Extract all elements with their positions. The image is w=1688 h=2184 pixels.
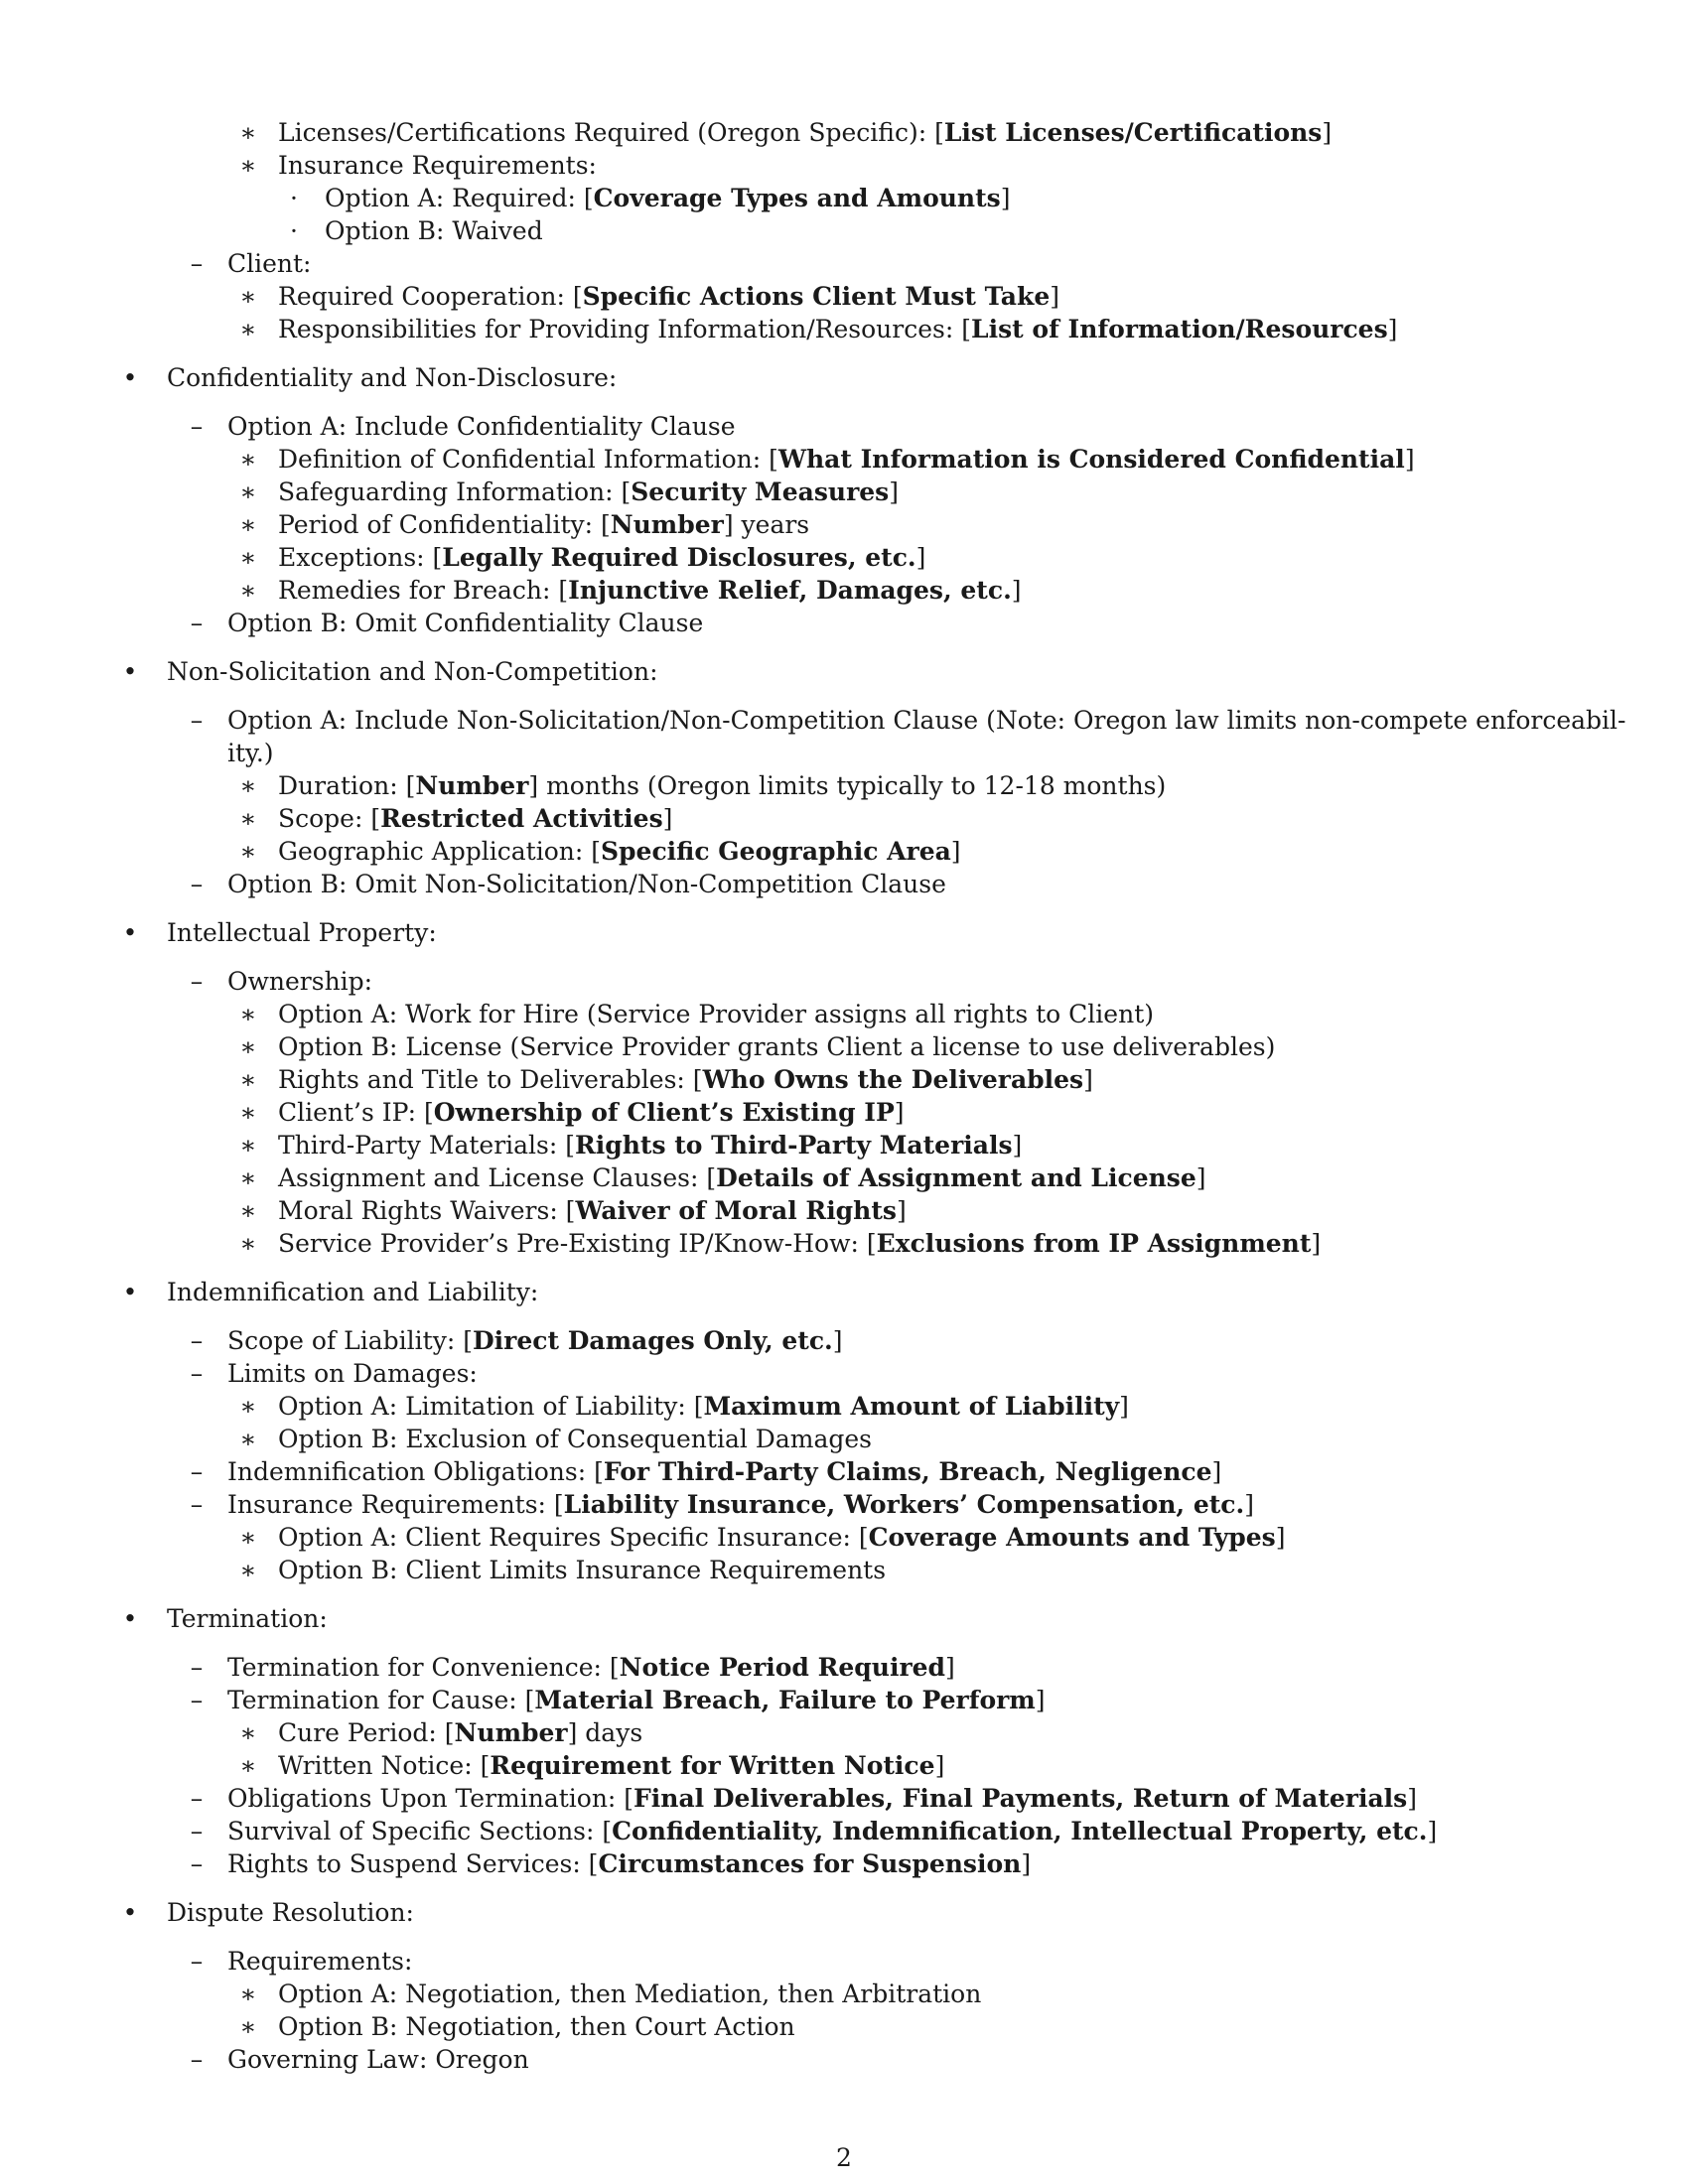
line-text	[278, 1554, 886, 1586]
line-text	[325, 182, 1011, 214]
line-text	[278, 998, 1154, 1030]
asterisk-marker: ∗	[239, 445, 257, 474]
dash-marker: –	[190, 1490, 204, 1519]
text-run: ]	[1035, 1686, 1046, 1714]
text-run: ]	[1311, 1229, 1322, 1258]
text-run: Indemnification Obligations: [	[227, 1457, 604, 1486]
line-text	[278, 1390, 1129, 1423]
text-run: ]	[1211, 1457, 1222, 1486]
line-text	[227, 704, 1625, 737]
asterisk-marker: ∗	[239, 282, 257, 311]
dash-marker: –	[190, 967, 204, 996]
line-text	[278, 835, 961, 868]
bullet-marker: •	[122, 1898, 138, 1927]
line-text	[227, 1651, 955, 1684]
placeholder-field: Injunctive Relief, Damages, etc.	[568, 576, 1012, 605]
dash-marker: –	[190, 412, 204, 441]
text-run: Requirements:	[227, 1947, 413, 1976]
line-text	[278, 769, 1166, 802]
text-run: Non-Solicitation and Non-Competition:	[167, 657, 658, 686]
line-text	[167, 1602, 328, 1635]
text-run: Termination for Convenience: [	[227, 1653, 620, 1682]
asterisk-marker: ∗	[239, 478, 257, 506]
placeholder-field: Liability Insurance, Workers’ Compensation, etc.	[563, 1490, 1245, 1519]
text-run: ]	[1083, 1065, 1093, 1094]
line-text	[227, 247, 312, 280]
line-text	[167, 361, 617, 394]
asterisk-marker: ∗	[239, 1751, 257, 1780]
asterisk-marker: ∗	[239, 1131, 257, 1160]
line-text	[227, 1945, 412, 1978]
text-run: ]	[1427, 1817, 1438, 1845]
line-text	[278, 1423, 872, 1455]
placeholder-field: Restricted Activities	[380, 804, 663, 833]
text-run: Option A: Limitation of Liability: [	[278, 1392, 704, 1421]
text-run: Option B: Omit Non-Solicitation/Non-Competition Clause	[227, 870, 946, 898]
line-text	[278, 116, 1332, 149]
line-text	[278, 541, 925, 574]
text-run: Option A: Negotiation, then Mediation, then Arbitration	[278, 1979, 982, 2008]
placeholder-field: Notice Period Required	[619, 1653, 946, 1682]
text-run: Governing Law: Oregon	[227, 2045, 529, 2074]
text-run: ] days	[567, 1718, 643, 1747]
line-text	[278, 1030, 1275, 1063]
text-run: Client’s IP: [	[278, 1098, 434, 1127]
text-run: Moral Rights Waivers: [	[278, 1196, 576, 1225]
asterisk-marker: ∗	[239, 804, 257, 833]
dash-marker: –	[190, 609, 204, 637]
placeholder-field: For Third-Party Claims, Breach, Negligence	[603, 1457, 1212, 1486]
dash-marker: –	[190, 1784, 204, 1813]
asterisk-marker: ∗	[239, 1718, 257, 1747]
asterisk-marker: ∗	[239, 771, 257, 800]
text-run: Safeguarding Information: [	[278, 478, 632, 506]
line-text	[278, 574, 1022, 607]
line-text	[227, 868, 946, 900]
text-run: Licenses/Certifications Required (Oregon Specific): [	[278, 118, 944, 147]
asterisk-marker: ∗	[239, 1523, 257, 1552]
text-run: Obligations Upon Termination: [	[227, 1784, 634, 1813]
text-run: ]	[894, 1098, 905, 1127]
line-text	[278, 476, 899, 508]
asterisk-marker: ∗	[239, 118, 257, 147]
asterisk-marker: ∗	[239, 1196, 257, 1225]
placeholder-field: Legally Required Disclosures, etc.	[442, 543, 916, 572]
line-text	[227, 1357, 478, 1390]
text-run: ]	[662, 804, 673, 833]
asterisk-marker: ∗	[239, 1163, 257, 1192]
placeholder-field: Material Breach, Failure to Perform	[534, 1686, 1036, 1714]
placeholder-field: Confidentiality, Indemnification, Intellectual Property, etc.	[612, 1817, 1428, 1845]
placeholder-field: Details of Assignment and License	[716, 1163, 1196, 1192]
line-text	[227, 1324, 843, 1357]
text-run: Option B: License (Service Provider grants Client a license to use deliverables)	[278, 1032, 1276, 1061]
line-text	[227, 1455, 1221, 1488]
text-run: ] years	[723, 510, 810, 539]
line-text	[167, 916, 437, 949]
placeholder-field: What Information is Considered Confidential	[777, 445, 1405, 474]
text-run: ]	[1021, 1849, 1032, 1878]
text-run: ]	[1000, 184, 1011, 212]
text-run: Assignment and License Clauses: [	[278, 1163, 717, 1192]
text-run: Insurance Requirements:	[278, 151, 597, 180]
text-run: ]	[1404, 445, 1415, 474]
bullet-marker: •	[122, 657, 138, 686]
text-run: Scope of Liability: [	[227, 1326, 473, 1355]
placeholder-field: Final Deliverables, Final Payments, Return of Materials	[633, 1784, 1408, 1813]
text-run: Rights and Title to Deliverables: [	[278, 1065, 703, 1094]
dash-marker: –	[190, 870, 204, 898]
text-run: Insurance Requirements: [	[227, 1490, 564, 1519]
line-text	[278, 508, 809, 541]
text-run: Third-Party Materials: [	[278, 1131, 575, 1160]
asterisk-marker: ∗	[239, 1425, 257, 1453]
asterisk-marker: ∗	[239, 315, 257, 343]
text-run: Ownership:	[227, 967, 373, 996]
asterisk-marker: ∗	[239, 1979, 257, 2008]
line-text	[278, 1129, 1022, 1161]
dash-marker: –	[190, 2045, 204, 2074]
line-text	[227, 965, 372, 998]
text-run: ]	[1275, 1523, 1286, 1552]
line-text	[227, 1782, 1417, 1815]
line-text	[227, 607, 703, 639]
placeholder-field: Security Measures	[631, 478, 890, 506]
text-run: ]	[1407, 1784, 1417, 1813]
text-run: ]	[1244, 1490, 1254, 1519]
dash-marker: –	[190, 1326, 204, 1355]
placeholder-field: Specific Geographic Area	[601, 837, 951, 866]
placeholder-field: Specific Actions Client Must Take	[582, 282, 1051, 311]
text-run: Termination:	[167, 1604, 328, 1633]
asterisk-marker: ∗	[239, 1392, 257, 1421]
asterisk-marker: ∗	[239, 1000, 257, 1028]
asterisk-marker: ∗	[239, 837, 257, 866]
text-run: Confidentiality and Non-Disclosure:	[167, 363, 618, 392]
text-run: Option B: Omit Confidentiality Clause	[227, 609, 704, 637]
line-text	[167, 655, 658, 688]
line-text	[278, 2010, 795, 2043]
text-run: Service Provider’s Pre-Existing IP/Know-How: [	[278, 1229, 877, 1258]
line-text	[167, 1276, 538, 1308]
dash-marker: –	[190, 1653, 204, 1682]
text-run: Scope: [	[278, 804, 381, 833]
placeholder-field: Rights to Third-Party Materials	[575, 1131, 1013, 1160]
line-text	[227, 737, 274, 769]
asterisk-marker: ∗	[239, 1229, 257, 1258]
asterisk-marker: ∗	[239, 1556, 257, 1584]
asterisk-marker: ∗	[239, 1098, 257, 1127]
text-run: Limits on Damages:	[227, 1359, 478, 1388]
bullet-marker: •	[122, 363, 138, 392]
text-run: ]	[934, 1751, 945, 1780]
line-text	[278, 1063, 1093, 1096]
dot-marker: ·	[290, 216, 298, 245]
asterisk-marker: ∗	[239, 1032, 257, 1061]
text-run: ]	[945, 1653, 955, 1682]
placeholder-field: Number	[415, 771, 529, 800]
line-text	[227, 1847, 1031, 1880]
placeholder-field: List Licenses/Certifications	[943, 118, 1323, 147]
dash-marker: –	[190, 1817, 204, 1845]
text-run: Period of Confidentiality: [	[278, 510, 611, 539]
text-run: Termination for Cause: [	[227, 1686, 535, 1714]
text-run: ]	[1322, 118, 1333, 147]
text-run: Dispute Resolution:	[167, 1898, 414, 1927]
placeholder-field: Who Owns the Deliverables	[702, 1065, 1084, 1094]
text-run: ]	[889, 478, 900, 506]
text-run: ]	[1387, 315, 1398, 343]
dash-marker: –	[190, 1947, 204, 1976]
asterisk-marker: ∗	[239, 576, 257, 605]
line-text	[278, 1227, 1321, 1260]
asterisk-marker: ∗	[239, 151, 257, 180]
text-run: Required Cooperation: [	[278, 282, 583, 311]
line-text	[278, 802, 672, 835]
text-run: Remedies for Breach: [	[278, 576, 569, 605]
placeholder-field: Direct Damages Only, etc.	[472, 1326, 833, 1355]
placeholder-field: Requirement for Written Notice	[490, 1751, 935, 1780]
text-run: Option B: Exclusion of Consequential Damages	[278, 1425, 872, 1453]
placeholder-field: Exclusions from IP Assignment	[876, 1229, 1312, 1258]
placeholder-field: Maximum Amount of Liability	[703, 1392, 1120, 1421]
text-run: Geographic Application: [	[278, 837, 601, 866]
text-run: Survival of Specific Sections: [	[227, 1817, 613, 1845]
placeholder-field: Number	[610, 510, 724, 539]
dash-marker: –	[190, 706, 204, 735]
placeholder-field: Waiver of Moral Rights	[575, 1196, 897, 1225]
text-run: Option A: Required: [	[325, 184, 594, 212]
line-text	[167, 1896, 414, 1929]
line-text	[278, 1716, 642, 1749]
text-run: Option A: Include Non-Solicitation/Non-Competition Clause (Note: Oregon law limits non-compete enforceabil-	[227, 706, 1626, 735]
line-text	[278, 1194, 907, 1227]
dash-marker: –	[190, 1457, 204, 1486]
text-run: ]	[1050, 282, 1059, 311]
line-text	[278, 1161, 1206, 1194]
text-run: ]	[950, 837, 961, 866]
text-run: ]	[832, 1326, 843, 1355]
text-run: ]	[1119, 1392, 1129, 1421]
text-run: Rights to Suspend Services: [	[227, 1849, 599, 1878]
asterisk-marker: ∗	[239, 1065, 257, 1094]
text-run: ]	[1196, 1163, 1206, 1192]
text-run: Option A: Work for Hire (Service Provider assigns all rights to Client)	[278, 1000, 1154, 1028]
text-run: Client:	[227, 249, 312, 278]
text-run: Written Notice: [	[278, 1751, 491, 1780]
line-text	[325, 214, 543, 247]
text-run: ]	[1011, 576, 1022, 605]
text-run: ]	[1012, 1131, 1023, 1160]
bullet-marker: •	[122, 918, 138, 947]
text-run: Option B: Negotiation, then Court Action	[278, 2012, 795, 2041]
dash-marker: –	[190, 1849, 204, 1878]
placeholder-field: Number	[454, 1718, 568, 1747]
line-text	[278, 149, 597, 182]
text-run: ity.)	[227, 739, 274, 767]
line-text	[278, 1749, 944, 1782]
line-text	[227, 1815, 1437, 1847]
line-text	[227, 410, 736, 443]
text-run: ]	[915, 543, 926, 572]
bullet-marker: •	[122, 1278, 138, 1306]
line-text	[278, 1978, 981, 2010]
text-run: Responsibilities for Providing Information/Resources: [	[278, 315, 971, 343]
text-run: Option A: Client Requires Specific Insurance: [	[278, 1523, 869, 1552]
text-run: Option B: Client Limits Insurance Requirements	[278, 1556, 887, 1584]
line-text	[227, 2043, 529, 2076]
text-run: ]	[896, 1196, 907, 1225]
text-run: ] months (Oregon limits typically to 12-18 months)	[528, 771, 1167, 800]
dash-marker: –	[190, 1686, 204, 1714]
placeholder-field: Coverage Amounts and Types	[868, 1523, 1276, 1552]
asterisk-marker: ∗	[239, 510, 257, 539]
dot-marker: ·	[290, 184, 298, 212]
text-run: Option B: Waived	[325, 216, 543, 245]
line-text	[278, 1096, 905, 1129]
page-number: 2	[836, 2143, 852, 2172]
dash-marker: –	[190, 249, 204, 278]
placeholder-field: Coverage Types and Amounts	[593, 184, 1001, 212]
text-run: Duration: [	[278, 771, 416, 800]
text-run: Indemnification and Liability:	[167, 1278, 539, 1306]
text-run: Exceptions: [	[278, 543, 443, 572]
line-text	[278, 280, 1059, 313]
placeholder-field: Circumstances for Suspension	[598, 1849, 1022, 1878]
asterisk-marker: ∗	[239, 543, 257, 572]
line-text	[227, 1488, 1254, 1521]
line-text	[227, 1684, 1046, 1716]
line-text	[278, 443, 1415, 476]
text-run: Cure Period: [	[278, 1718, 455, 1747]
line-text	[278, 1521, 1286, 1554]
placeholder-field: Ownership of Client’s Existing IP	[433, 1098, 895, 1127]
text-run: Definition of Confidential Information: [	[278, 445, 778, 474]
text-run: Option A: Include Confidentiality Clause	[227, 412, 736, 441]
placeholder-field: List of Information/Resources	[971, 315, 1388, 343]
bullet-marker: •	[122, 1604, 138, 1633]
text-run: Intellectual Property:	[167, 918, 437, 947]
line-text	[278, 313, 1397, 345]
dash-marker: –	[190, 1359, 204, 1388]
asterisk-marker: ∗	[239, 2012, 257, 2041]
